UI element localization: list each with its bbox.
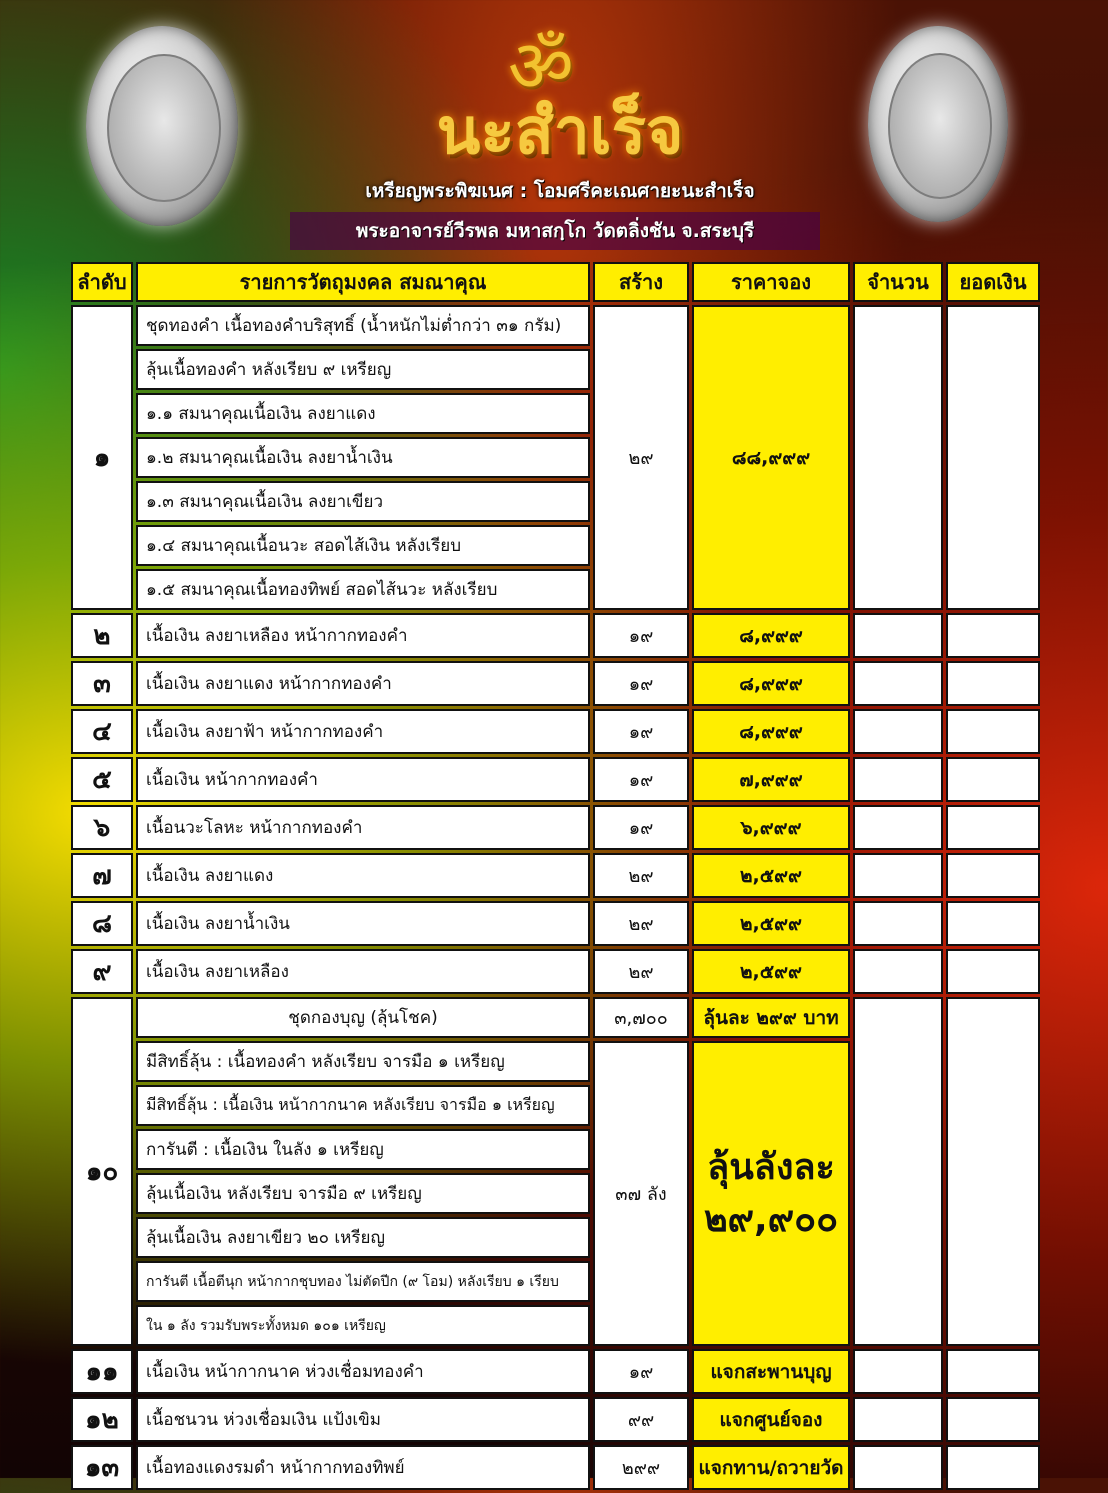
- item-name: ชุดกองบุญ (ลุ้นโชค): [136, 997, 590, 1038]
- created-count: ๓๗ ลัง: [593, 1041, 689, 1346]
- row-number: ๕: [71, 757, 133, 802]
- price-value: แจกทาน/ถวายวัด: [692, 1445, 850, 1490]
- price-value: ๗,๙๙๙: [692, 757, 850, 802]
- box-price: [692, 1041, 850, 1346]
- quantity-field[interactable]: [853, 757, 943, 802]
- created-count: ๑๙: [593, 661, 689, 706]
- created-count: ๑๙: [593, 613, 689, 658]
- row-number: ๑๐: [71, 997, 133, 1346]
- yantra-figure-icon: [888, 53, 993, 198]
- table-row: [71, 613, 1040, 658]
- quantity-field[interactable]: [853, 1397, 943, 1442]
- total-field[interactable]: [946, 1445, 1040, 1490]
- created-count: ๑๙: [593, 805, 689, 850]
- total-field[interactable]: [946, 709, 1040, 754]
- created-count: ๒๙๙: [593, 1445, 689, 1490]
- item-name: การันตี เนื้อตีนุก หน้ากากชุบทอง ไม่ตัดปีก (๙ โอม) หลังเรียบ ๑ เรียบ: [136, 1261, 590, 1302]
- item-name: เนื้อเงิน ลงยาฟ้า หน้ากากทองคำ: [136, 709, 590, 754]
- col-header-quantity: จำนวน: [853, 262, 943, 302]
- table-row: [71, 997, 1040, 1038]
- total-field[interactable]: [946, 997, 1040, 1346]
- item-name: ใน ๑ ลัง รวมรับพระทั้งหมด ๑๐๑ เหรียญ: [136, 1305, 590, 1346]
- table-row: [71, 901, 1040, 946]
- ganesha-figure-icon: [107, 54, 220, 202]
- table-row: [71, 853, 1040, 898]
- item-name: เนื้อเงิน หน้ากากนาค ห่วงเชื่อมทองคำ: [136, 1349, 590, 1394]
- col-header-no: ลำดับ: [71, 262, 133, 302]
- ganesha-medal-back-image: [868, 26, 1008, 222]
- table-row: [71, 1349, 1040, 1394]
- item-name: เนื้อเงิน หน้ากากทองคำ: [136, 757, 590, 802]
- created-count: ๑๙: [593, 1349, 689, 1394]
- total-field[interactable]: [946, 949, 1040, 994]
- table-row: [71, 305, 1040, 346]
- quantity-field[interactable]: [853, 997, 943, 1346]
- quantity-field[interactable]: [853, 1349, 943, 1394]
- quantity-field[interactable]: [853, 1445, 943, 1490]
- item-name: เนื้อเงิน ลงยาแดง หน้ากากทองคำ: [136, 661, 590, 706]
- row-number: ๙: [71, 949, 133, 994]
- price-value: ๒,๕๙๙: [692, 949, 850, 994]
- col-header-created: สร้าง: [593, 262, 689, 302]
- price-value: แจกศูนย์จอง: [692, 1397, 850, 1442]
- created-count: ๒๙: [593, 949, 689, 994]
- price-value: ๘,๙๙๙: [692, 613, 850, 658]
- item-name: เนื้อเงิน ลงยาแดง: [136, 853, 590, 898]
- page-header: [0, 0, 1108, 258]
- price-table: [68, 259, 1043, 1493]
- om-symbol: ॐ: [508, 24, 574, 108]
- col-header-item: รายการวัตถุมงคล สมณาคุณ: [136, 262, 590, 302]
- item-name: เนื้อนวะโลหะ หน้ากากทองคำ: [136, 805, 590, 850]
- quantity-field[interactable]: [853, 853, 943, 898]
- master-name: พระอาจารย์วีรพล มหาสกฺโก วัดตลิ่งชัน จ.สระบุรี: [290, 212, 820, 250]
- price-value: ๖,๙๙๙: [692, 805, 850, 850]
- price-value: ลุ้นละ ๒๙๙ บาท: [692, 997, 850, 1038]
- item-name: เนื้อชนวน ห่วงเชื่อมเงิน แป้งเขิม: [136, 1397, 590, 1442]
- table-header-row: [71, 262, 1040, 302]
- table-row: [71, 949, 1040, 994]
- created-count: ๒๙: [593, 853, 689, 898]
- item-name: ลุ้นเนื้อเงิน หลังเรียบ จารมือ ๙ เหรียญ: [136, 1173, 590, 1214]
- table-row: [71, 757, 1040, 802]
- total-field[interactable]: [946, 661, 1040, 706]
- quantity-field[interactable]: [853, 305, 943, 610]
- row-number: ๗: [71, 853, 133, 898]
- price-value: แจกสะพานบุญ: [692, 1349, 850, 1394]
- item-name: เนื้อเงิน ลงยาน้ำเงิน: [136, 901, 590, 946]
- row-number: ๓: [71, 661, 133, 706]
- table-row: [71, 1445, 1040, 1490]
- page-title: นะสำเร็จ: [436, 95, 684, 169]
- row-number: ๔: [71, 709, 133, 754]
- item-name: ๑.๒ สมนาคุณเนื้อเงิน ลงยาน้ำเงิน: [136, 437, 590, 478]
- item-name: ลุ้นเนื้อเงิน ลงยาเขียว ๒๐ เหรียญ: [136, 1217, 590, 1258]
- box-price-value: ๒๙,๙๐๐: [703, 1198, 839, 1240]
- item-name: ๑.๕ สมนาคุณเนื้อทองทิพย์ สอดไส้นวะ หลังเรียบ: [136, 569, 590, 610]
- price-value: ๘,๙๙๙: [692, 661, 850, 706]
- created-count: ๙๙: [593, 1397, 689, 1442]
- item-name: มีสิทธิ์ลุ้น : เนื้อเงิน หน้ากากนาค หลังเรียบ จารมือ ๑ เหรียญ: [136, 1085, 590, 1126]
- created-count: ๑๙: [593, 709, 689, 754]
- created-count: ๒๙: [593, 901, 689, 946]
- quantity-field[interactable]: [853, 613, 943, 658]
- created-count: ๑๙: [593, 757, 689, 802]
- item-name: เนื้อทองแดงรมดำ หน้ากากทองทิพย์: [136, 1445, 590, 1490]
- table-row: [71, 1397, 1040, 1442]
- price-value: ๘,๙๙๙: [692, 709, 850, 754]
- row-number: ๘: [71, 901, 133, 946]
- total-field[interactable]: [946, 805, 1040, 850]
- total-field[interactable]: [946, 305, 1040, 610]
- row-number: ๑๑: [71, 1349, 133, 1394]
- total-field[interactable]: [946, 1349, 1040, 1394]
- created-count: ๒๙: [593, 305, 689, 610]
- total-field[interactable]: [946, 853, 1040, 898]
- item-name: การันตี : เนื้อเงิน ในลัง ๑ เหรียญ: [136, 1129, 590, 1170]
- box-price-label: ลุ้นลังละ: [707, 1146, 835, 1188]
- row-number: ๖: [71, 805, 133, 850]
- col-header-total: ยอดเงิน: [946, 262, 1040, 302]
- quantity-field[interactable]: [853, 805, 943, 850]
- price-value: ๒,๕๙๙: [692, 901, 850, 946]
- price-value: ๒,๕๙๙: [692, 853, 850, 898]
- item-name: ๑.๔ สมนาคุณเนื้อนวะ สอดไส้เงิน หลังเรียบ: [136, 525, 590, 566]
- item-name: เนื้อเงิน ลงยาเหลือง หน้ากากทองคำ: [136, 613, 590, 658]
- row-number: ๑๒: [71, 1397, 133, 1442]
- table-row: [71, 709, 1040, 754]
- created-count: ๓,๗๐๐: [593, 997, 689, 1038]
- price-value: ๘๘,๙๙๙: [692, 305, 850, 610]
- table-row: [71, 805, 1040, 850]
- row-number: ๑: [71, 305, 133, 610]
- quantity-field[interactable]: [853, 709, 943, 754]
- quantity-field[interactable]: [853, 949, 943, 994]
- item-name: ชุดทองคำ เนื้อทองคำบริสุทธิ์ (น้ำหนักไม่ต่ำกว่า ๓๑ กรัม): [136, 305, 590, 346]
- page-subtitle: เหรียญพระพิฆเนศ : โอมศรีคะเณศายะนะสำเร็จ: [365, 180, 755, 202]
- row-number: ๒: [71, 613, 133, 658]
- quantity-field[interactable]: [853, 901, 943, 946]
- row-number: ๑๓: [71, 1445, 133, 1490]
- total-field[interactable]: [946, 757, 1040, 802]
- table-row: [71, 661, 1040, 706]
- item-name: ๑.๓ สมนาคุณเนื้อเงิน ลงยาเขียว: [136, 481, 590, 522]
- total-field[interactable]: [946, 613, 1040, 658]
- item-name: มีสิทธิ์ลุ้น : เนื้อทองคำ หลังเรียบ จารมือ ๑ เหรียญ: [136, 1041, 590, 1082]
- total-field[interactable]: [946, 1397, 1040, 1442]
- ganesha-medal-front-image: [86, 26, 238, 226]
- total-field[interactable]: [946, 901, 1040, 946]
- item-name: เนื้อเงิน ลงยาเหลือง: [136, 949, 590, 994]
- item-name: ลุ้นเนื้อทองคำ หลังเรียบ ๙ เหรียญ: [136, 349, 590, 390]
- item-name: ๑.๑ สมนาคุณเนื้อเงิน ลงยาแดง: [136, 393, 590, 434]
- col-header-price: ราคาจอง: [692, 262, 850, 302]
- quantity-field[interactable]: [853, 661, 943, 706]
